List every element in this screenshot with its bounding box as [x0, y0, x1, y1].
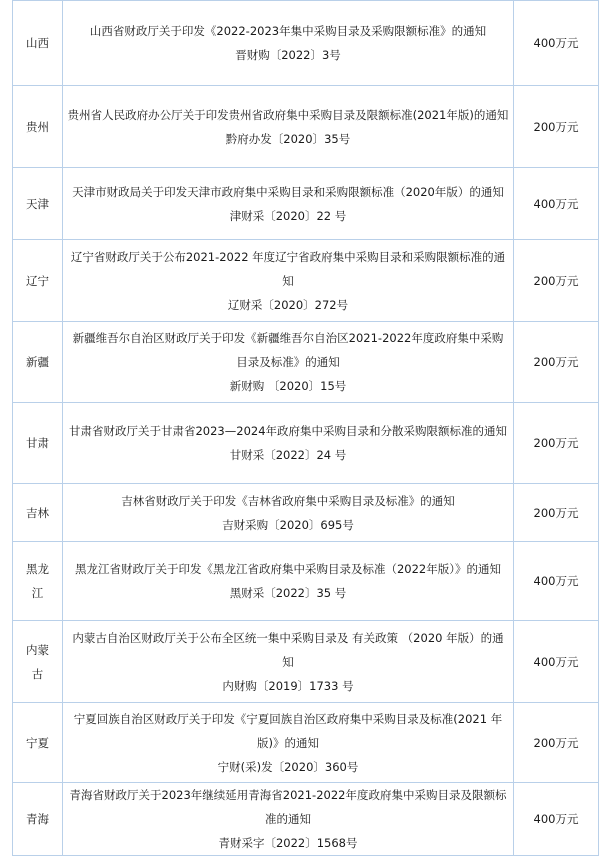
province-cell	[13, 240, 63, 322]
document-cell	[63, 1, 514, 86]
limit-cell	[514, 1, 599, 86]
limit-value: 200万元	[533, 273, 579, 288]
document-title: 山西省财政厅关于印发《2022-2023年集中采购目录及采购限额标准》的通知	[89, 24, 487, 38]
document-number: 黔府办发〔2020〕35号	[225, 131, 351, 146]
procurement-threshold-table	[12, 0, 599, 856]
limit-cell	[514, 86, 599, 168]
document-cell	[63, 703, 514, 783]
province-cell	[13, 783, 63, 856]
province-name: 辽宁	[26, 273, 49, 288]
limit-value: 200万元	[533, 355, 579, 369]
province-cell	[13, 86, 63, 168]
document-title: 天津市财政局关于印发天津市政府集中采购目录和采购限额标准（2020年版）的通知	[72, 184, 504, 199]
table-row	[13, 403, 599, 484]
document-cell	[63, 403, 514, 484]
province-name: 宁夏	[26, 735, 49, 750]
document-title: 内蒙古自治区财政厅关于公布全区统一集中采购目录及 有关政策 （2020 年版）的通知	[72, 630, 504, 669]
province-cell	[13, 703, 63, 783]
limit-value: 400万元	[533, 812, 579, 826]
document-number: 晋财购〔2022〕3号	[235, 48, 341, 62]
document-cell	[63, 86, 514, 168]
document-number: 青财采字〔2022〕1568号	[218, 836, 358, 850]
province-name: 贵州	[26, 119, 49, 134]
document-title: 黑龙江省财政厅关于印发《黑龙江省政府集中采购目录及标准（2022年版）》的通知	[74, 562, 501, 576]
table-row	[13, 240, 599, 322]
province-cell	[13, 621, 63, 703]
province-cell	[13, 322, 63, 403]
document-number: 宁财(采)发〔2020〕360号	[217, 759, 359, 774]
limit-value: 200万元	[533, 436, 579, 450]
province-name: 内蒙古	[26, 642, 49, 681]
limit-cell	[514, 783, 599, 856]
document-number: 内财购〔2019〕1733 号	[222, 678, 354, 693]
limit-value: 400万元	[533, 574, 579, 588]
province-cell	[13, 484, 63, 542]
limit-cell	[514, 240, 599, 322]
province-cell	[13, 403, 63, 484]
limit-value: 200万元	[533, 735, 579, 750]
province-name: 吉林	[26, 505, 49, 520]
limit-cell	[514, 322, 599, 403]
table-row	[13, 484, 599, 542]
document-cell	[63, 484, 514, 542]
province-name: 甘肃	[26, 436, 49, 450]
province-name: 黑龙江	[26, 562, 49, 600]
document-title: 甘肃省财政厅关于甘肃省2023—2024年政府集中采购目录和分散采购限额标准的通知	[68, 424, 508, 438]
document-cell	[63, 322, 514, 403]
table-row	[13, 621, 599, 703]
limit-cell	[514, 168, 599, 240]
table-row	[13, 168, 599, 240]
document-number: 新财购 〔2020〕15号	[229, 379, 347, 393]
table-row	[13, 86, 599, 168]
limit-cell	[514, 542, 599, 621]
limit-cell	[514, 403, 599, 484]
table-row	[13, 322, 599, 403]
table-row	[13, 783, 599, 856]
document-cell	[63, 542, 514, 621]
table-row	[13, 703, 599, 783]
province-name: 山西	[26, 36, 49, 50]
document-cell	[63, 240, 514, 322]
document-title: 贵州省人民政府办公厅关于印发贵州省政府集中采购目录及限额标准(2021年版)的通知	[67, 107, 509, 122]
document-title: 新疆维吾尔自治区财政厅关于印发《新疆维吾尔自治区2021-2022年度政府集中采购目录及标准》的通知	[72, 331, 504, 369]
document-number: 津财采〔2020〕22 号	[229, 208, 347, 223]
document-number: 甘财采〔2022〕24 号	[229, 448, 347, 462]
limit-value: 400万元	[533, 36, 579, 50]
document-title: 宁夏回族自治区财政厅关于印发《宁夏回族自治区政府集中采购目录及标准(2021 年版)》的通知	[73, 711, 503, 750]
document-title: 青海省财政厅关于2023年继续延用青海省2021-2022年度政府集中采购目录及限额标准的通知	[69, 788, 507, 826]
limit-cell	[514, 621, 599, 703]
limit-value: 400万元	[533, 654, 579, 669]
document-cell	[63, 783, 514, 856]
province-name: 天津	[26, 196, 49, 211]
limit-cell	[514, 703, 599, 783]
limit-cell	[514, 484, 599, 542]
province-cell	[13, 542, 63, 621]
province-name: 新疆	[26, 355, 49, 369]
document-title: 吉林省财政厅关于印发《吉林省政府集中采购目录及标准》的通知	[121, 493, 455, 508]
document-cell	[63, 168, 514, 240]
limit-value: 200万元	[533, 119, 579, 134]
limit-value: 400万元	[533, 196, 579, 211]
province-name: 青海	[26, 812, 49, 826]
document-title: 辽宁省财政厅关于公布2021-2022 年度辽宁省政府集中采购目录和采购限额标准的通知	[70, 249, 506, 288]
table-row	[13, 542, 599, 621]
document-number: 吉财采购〔2020〕695号	[222, 517, 354, 532]
province-cell	[13, 1, 63, 86]
province-cell	[13, 168, 63, 240]
document-cell	[63, 621, 514, 703]
document-number: 辽财采〔2020〕272号	[227, 297, 349, 312]
limit-value: 200万元	[533, 505, 579, 520]
table-row	[13, 1, 599, 86]
document-number: 黑财采〔2022〕35 号	[229, 586, 347, 600]
